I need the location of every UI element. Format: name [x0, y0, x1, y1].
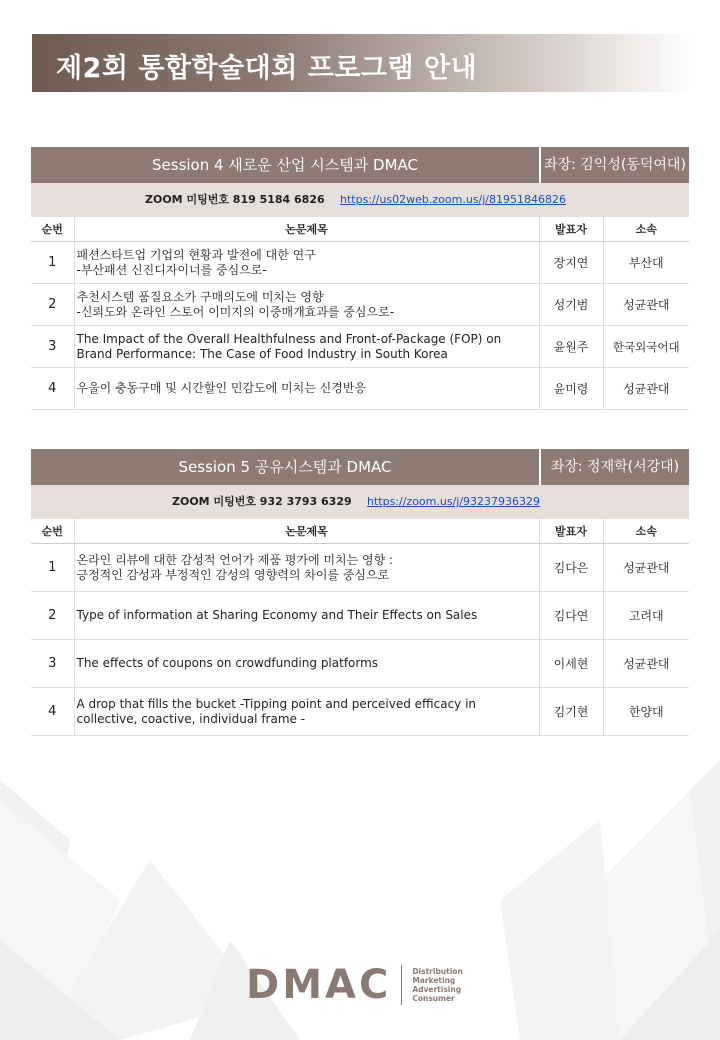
zoom-row: [31, 183, 689, 217]
header-no: 순번: [31, 217, 74, 242]
paper-title: [74, 326, 539, 368]
paper-title-line: Brand Performance: The Case of Food Industry in South Korea: [76, 346, 448, 361]
paper-table: [31, 217, 689, 410]
zoom-link[interactable]: https://us02web.zoom.us/j/81951846826: [340, 193, 566, 206]
table-row: [31, 242, 689, 284]
zoom-meeting-number: ZOOM 미팅번호 932 3793 6329: [172, 495, 352, 508]
paper-no: 3: [31, 640, 74, 688]
paper-title-line: 온라인 리뷰에 대한 감성적 언어가 제품 평가에 미치는 영향 :: [76, 552, 394, 567]
paper-title-line: 긍정적인 감성과 부정적인 감성의 영향력의 차이를 중심으로: [76, 567, 390, 582]
paper-title: [74, 688, 539, 736]
paper-title-line: -부산패션 신진디자이너를 중심으로-: [76, 262, 267, 277]
header-presenter: 발표자: [539, 217, 603, 242]
paper-title-line: collective, coactive, individual frame -: [76, 711, 306, 726]
table-header-row: [31, 519, 689, 544]
paper-title-line: A drop that fills the bucket -Tipping point and perceived efficacy in: [76, 696, 477, 711]
paper-affiliation: 한양대: [603, 688, 689, 736]
paper-title-line: 패션스타트업 기업의 현황과 발전에 대한 연구: [76, 247, 316, 262]
logo-sub-line: Distribution: [412, 967, 463, 976]
table-header-row: [31, 217, 689, 242]
header-affiliation: 소속: [603, 519, 689, 544]
paper-no: 4: [31, 688, 74, 736]
paper-presenter: 김다연: [539, 592, 603, 640]
table-row: [31, 688, 689, 736]
paper-no: 3: [31, 326, 74, 368]
paper-title-line: Type of information at Sharing Economy and Their Effects on Sales: [76, 608, 478, 622]
paper-affiliation: 성균관대: [603, 640, 689, 688]
page-title: 제2회 통합학술대회 프로그램 안내: [56, 53, 478, 84]
logo-subtitle: [412, 967, 462, 1003]
paper-title: [74, 640, 539, 688]
table-row: [31, 326, 689, 368]
table-row: [31, 544, 689, 592]
table-row: [31, 368, 689, 410]
paper-title: [74, 284, 539, 326]
zoom-meeting-number: ZOOM 미팅번호 819 5184 6826: [145, 193, 325, 206]
paper-title-line: The effects of coupons on crowdfunding platforms: [76, 656, 379, 670]
paper-table: [31, 519, 689, 736]
paper-presenter: 이세현: [539, 640, 603, 688]
paper-no: 2: [31, 284, 74, 326]
session-4-block: [31, 147, 689, 410]
paper-title-line: 우울이 충동구매 및 시간할인 민감도에 미치는 신경반응: [76, 381, 367, 395]
paper-presenter: 김다은: [539, 544, 603, 592]
paper-title: [74, 592, 539, 640]
paper-title-line: 추천시스템 품질요소가 구매의도에 미치는 영향: [76, 289, 324, 304]
paper-no: 1: [31, 544, 74, 592]
table-row: [31, 592, 689, 640]
table-row: [31, 640, 689, 688]
header-no: 순번: [31, 519, 74, 544]
logo-sub-line: Advertising: [412, 985, 462, 994]
paper-no: 2: [31, 592, 74, 640]
page-title-banner: [32, 34, 692, 92]
paper-no: 4: [31, 368, 74, 410]
dmac-logo: [246, 962, 463, 1008]
header-title: 논문제목: [74, 519, 539, 544]
paper-title-line: -신뢰도와 온라인 스토어 이미지의 이중매개효과를 중심으로-: [76, 304, 395, 319]
session-title: Session 4 새로운 산업 시스템과 DMAC: [152, 156, 418, 174]
header-title: 논문제목: [74, 217, 539, 242]
logo-sub-line: Consumer: [412, 994, 455, 1003]
paper-affiliation: 성균관대: [603, 284, 689, 326]
paper-affiliation: 한국외국어대: [603, 326, 689, 368]
paper-title-line: The Impact of the Overall Healthfulness and Front-of-Package (FOP) on: [76, 331, 502, 346]
paper-presenter: 윤원주: [539, 326, 603, 368]
logo-divider: [401, 965, 402, 1005]
paper-title: [74, 544, 539, 592]
paper-affiliation: 성균관대: [603, 368, 689, 410]
paper-title: [74, 368, 539, 410]
paper-affiliation: 고려대: [603, 592, 689, 640]
paper-no: 1: [31, 242, 74, 284]
paper-affiliation: 성균관대: [603, 544, 689, 592]
header-presenter: 발표자: [539, 519, 603, 544]
session-header: [31, 147, 689, 183]
paper-presenter: 성기범: [539, 284, 603, 326]
table-row: [31, 284, 689, 326]
logo-wordmark: DMAC: [246, 962, 392, 1008]
session-title: Session 5 공유시스템과 DMAC: [178, 458, 392, 476]
paper-presenter: 윤미령: [539, 368, 603, 410]
session-chair: 좌장: 정재학(서강대): [539, 449, 689, 485]
session-5-block: [31, 449, 689, 736]
paper-affiliation: 부산대: [603, 242, 689, 284]
paper-presenter: 김기현: [539, 688, 603, 736]
session-header: [31, 449, 689, 485]
zoom-link[interactable]: https://zoom.us/j/93237936329: [367, 495, 541, 508]
paper-presenter: 장지연: [539, 242, 603, 284]
paper-title: [74, 242, 539, 284]
header-affiliation: 소속: [603, 217, 689, 242]
logo-sub-line: Marketing: [412, 976, 456, 985]
session-chair: 좌장: 김익성(동덕여대): [539, 147, 689, 183]
zoom-row: [31, 485, 689, 519]
